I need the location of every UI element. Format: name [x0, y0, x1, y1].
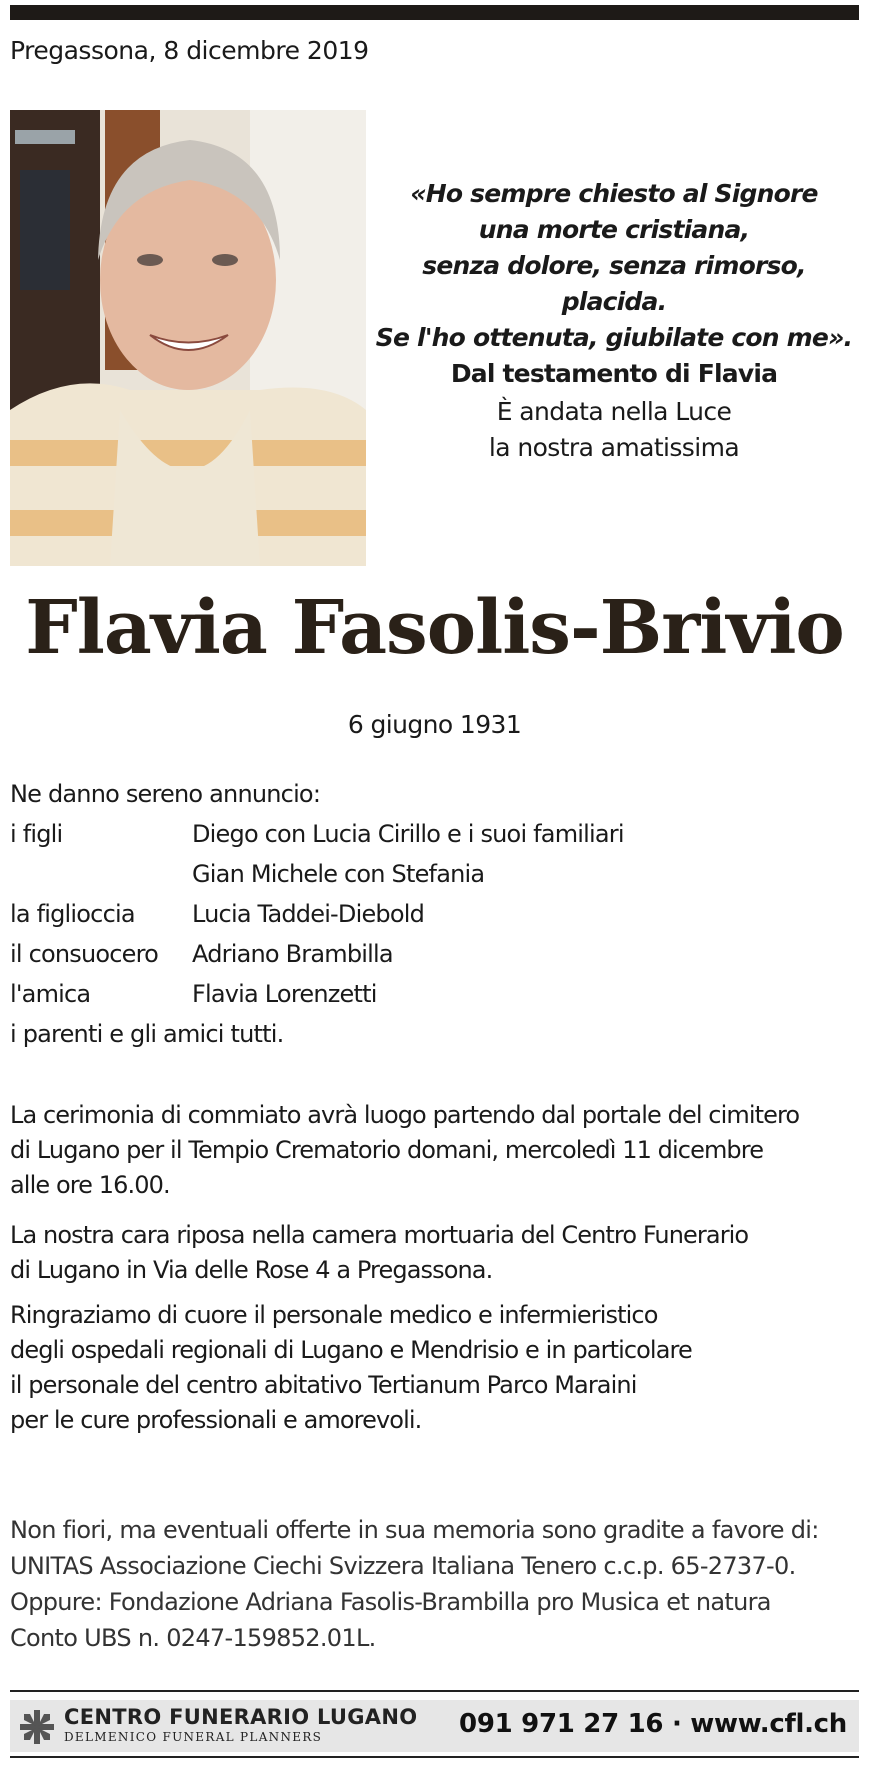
footer-rule-top — [10, 1690, 859, 1692]
footer-rule-bottom — [10, 1756, 859, 1758]
relation-label: l'amica — [10, 980, 91, 1008]
thanks-paragraph — [10, 1298, 860, 1438]
quote-line: «Ho sempre chiesto al Signore — [410, 179, 818, 208]
donations-paragraph — [10, 1512, 819, 1656]
funeral-home-contact: 091 971 27 16 · www.cfl.ch — [459, 1709, 847, 1739]
ceremony-line: di Lugano per il Tempio Crematorio domani, mercoledì 11 dicembre — [10, 1136, 764, 1164]
portrait-illustration — [10, 110, 366, 566]
cross-rays-logo-icon — [18, 1708, 56, 1746]
intro-line: È andata nella Luce — [496, 397, 732, 426]
resting-paragraph — [10, 1218, 860, 1288]
ceremony-line: alle ore 16.00. — [10, 1171, 170, 1199]
quote-attribution: Dal testamento di Flavia — [450, 359, 778, 388]
deceased-name: Flavia Fasolis-Brivio — [25, 585, 844, 671]
donations-line: Non fiori, ma eventuali offerte in sua memoria sono gradite a favore di: — [10, 1516, 819, 1544]
relation-names: Flavia Lorenzetti — [192, 980, 377, 1008]
announcement-heading: Ne danno sereno annuncio: — [10, 780, 321, 808]
thanks-line: il personale del centro abitativo Tertianum Parco Maraini — [10, 1371, 637, 1399]
portrait-photo — [10, 110, 366, 566]
ceremony-line: La cerimonia di commiato avrà luogo partendo dal portale del cimitero — [10, 1101, 800, 1129]
relation-names: Adriano Brambilla — [192, 940, 393, 968]
quote-line: senza dolore, senza rimorso, placida. — [422, 251, 806, 316]
top-rule — [10, 5, 859, 20]
birth-date: 6 giugno 1931 — [347, 710, 522, 739]
relation-label: i figli — [10, 820, 63, 848]
quote-line: Se l'ho ottenuta, giubilate con me». — [375, 323, 853, 352]
relation-label: il consuocero — [10, 940, 159, 968]
funeral-home-footer — [10, 1700, 859, 1752]
relation-names: Lucia Taddei-Diebold — [192, 900, 425, 928]
resting-line: di Lugano in Via delle Rose 4 a Pregassona. — [10, 1256, 493, 1284]
quote-block — [372, 176, 856, 466]
funeral-home-name: CENTRO FUNERARIO LUGANO — [64, 1705, 418, 1729]
quote-line: una morte cristiana, — [478, 215, 750, 244]
thanks-line: Ringraziamo di cuore il personale medico e infermieristico — [10, 1301, 658, 1329]
relation-label: la figlioccia — [10, 900, 135, 928]
announcement-footer: i parenti e gli amici tutti. — [10, 1020, 284, 1048]
funeral-home-tagline: DELMENICO FUNERAL PLANNERS — [64, 1730, 323, 1744]
ceremony-paragraph — [10, 1098, 860, 1203]
thanks-line: degli ospedali regionali di Lugano e Mendrisio e in particolare — [10, 1336, 692, 1364]
donations-line: UNITAS Associazione Ciechi Svizzera Italiana Tenero c.c.p. 65-2737-0. — [10, 1552, 796, 1580]
relation-names: Diego con Lucia Cirillo e i suoi familiari — [192, 820, 624, 848]
thanks-line: per le cure professionali e amorevoli. — [10, 1406, 422, 1434]
donations-line: Conto UBS n. 0247-159852.01L. — [10, 1624, 376, 1652]
relation-names: Gian Michele con Stefania — [192, 860, 485, 888]
intro-line: la nostra amatissima — [488, 433, 740, 462]
donations-line: Oppure: Fondazione Adriana Fasolis-Brambilla pro Musica et natura — [10, 1588, 771, 1616]
resting-line: La nostra cara riposa nella camera mortuaria del Centro Funerario — [10, 1221, 749, 1249]
place-date: Pregassona, 8 dicembre 2019 — [10, 36, 369, 65]
